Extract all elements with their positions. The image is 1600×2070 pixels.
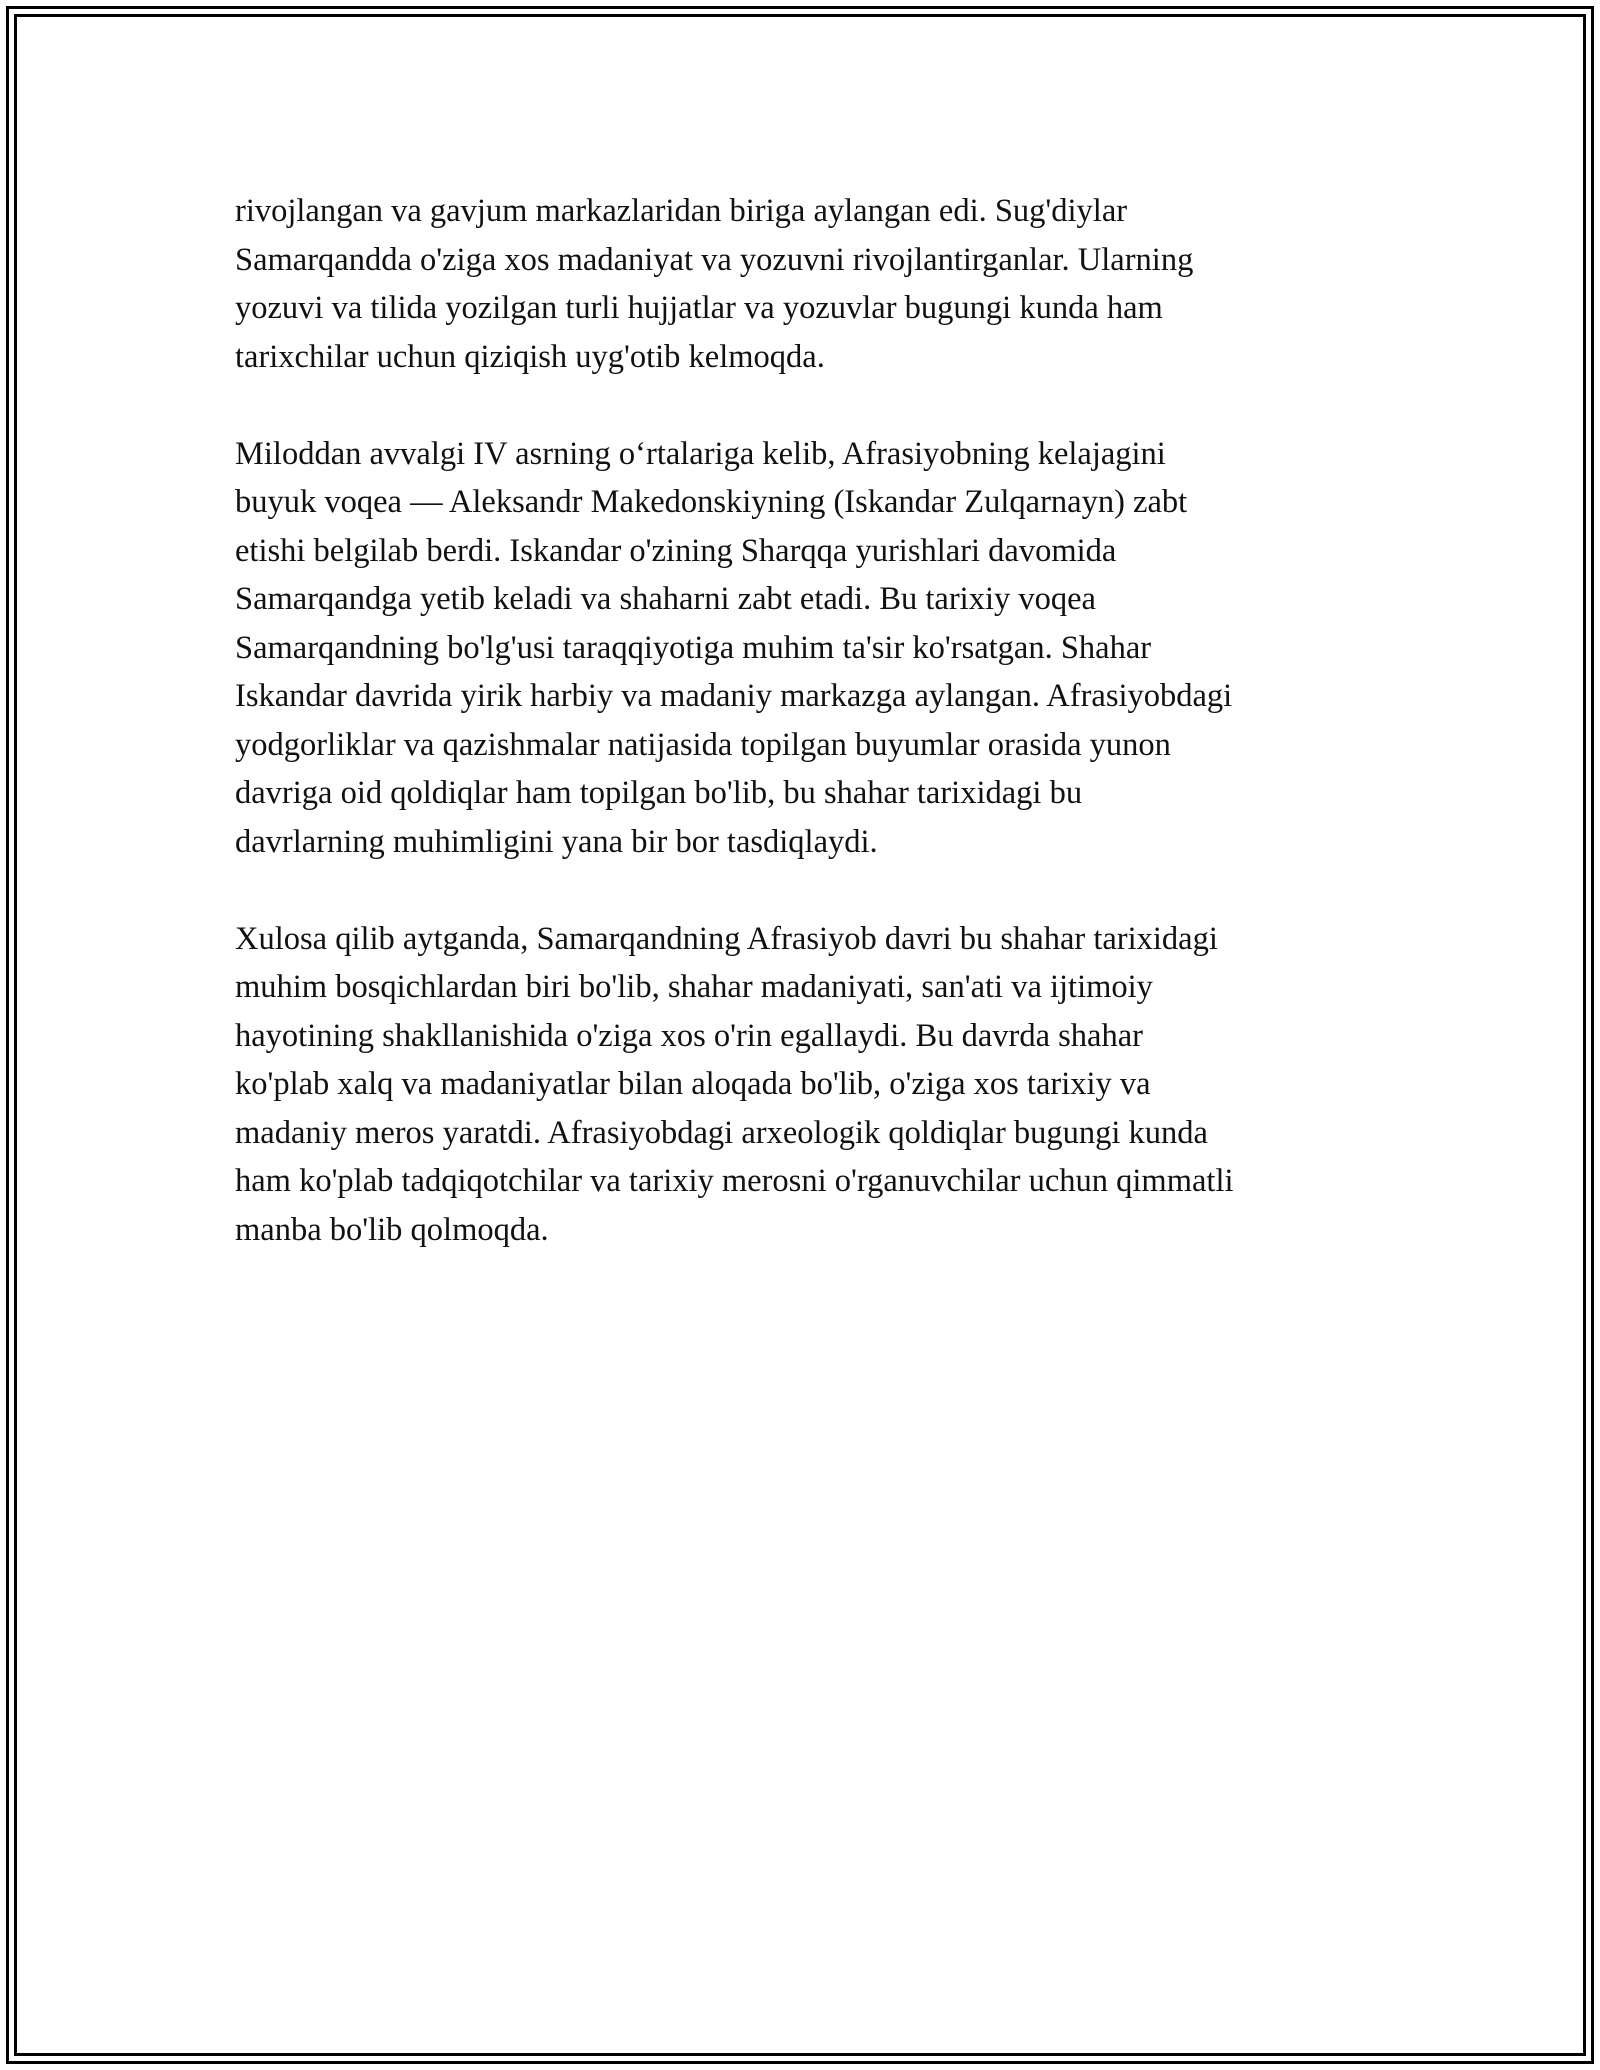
paragraph-line: Xulosa qilib aytganda, Samarqandning Afrasiyob davri bu shahar tarixidagi [235,920,1218,957]
paragraph-line: muhim bosqichlardan biri bo'lib, shahar madaniyati, san'ati va ijtimoiy [235,969,1153,1005]
paragraph-line: Samarqandga yetib keladi va shaharni zabt etadi. Bu tarixiy voqea [235,581,1096,617]
paragraph-line: ham ko'plab tadqiqotchilar va tarixiy merosni o'rganuvchilar uchun qimmatli [235,1163,1234,1199]
paragraph-line: manba bo'lib qolmoqda. [235,1211,549,1248]
paragraph-line: davriga oid qoldiqlar ham topilgan bo'lib, bu shahar tarixidagi bu [235,775,1083,811]
paragraph-line: yozuvi va tilida yozilgan turli hujjatlar va yozuvlar bugungi kunda ham [235,290,1163,326]
document-body [235,187,1385,1303]
paragraph-line: tarixchilar uchun qiziqish uyg'otib kelmoqda. [235,338,825,375]
paragraph-line: etishi belgilab berdi. Iskandar o'zining Sharqqa yurishlari davomida [235,532,1117,569]
paragraph-line: madaniy meros yaratdi. Afrasiyobdagi arxeologik qoldiqlar bugungi kunda [235,1114,1208,1151]
paragraph-line: buyuk voqea — Aleksandr Makedonskiyning (Iskandar Zulqarnayn) zabt [235,484,1188,520]
paragraph-line: ko'plab xalq va madaniyatlar bilan aloqada bo'lib, o'ziga xos tarixiy va [235,1066,1151,1102]
paragraph-line: Samarqandda o'ziga xos madaniyat va yozuvni rivojlantirganlar. Ularning [235,241,1194,278]
paragraph-line: hayotining shakllanishida o'ziga xos o'rin egallaydi. Bu davrda shahar [235,1017,1143,1054]
paragraph-1 [235,187,1385,381]
paragraph-line: Samarqandning bo'lg'usi taraqqiyotiga muhim ta'sir ko'rsatgan. Shahar [235,629,1152,666]
paragraph-2 [235,430,1385,867]
paragraph-line: Iskandar davrida yirik harbiy va madaniy markazga aylangan. Afrasiyobdagi [235,678,1233,714]
paragraph-line: rivojlangan va gavjum markazlaridan biriga aylangan edi. Sug'diylar [235,193,1128,229]
paragraph-line: yodgorliklar va qazishmalar natijasida topilgan buyumlar orasida yunon [235,726,1171,763]
paragraph-line: Miloddan avvalgi IV asrning oʻrtalariga kelib, Afrasiyobning kelajagini [235,435,1166,472]
paragraph-3 [235,915,1385,1255]
paragraph-line: davrlarning muhimligini yana bir bor tasdiqlaydi. [235,823,878,860]
